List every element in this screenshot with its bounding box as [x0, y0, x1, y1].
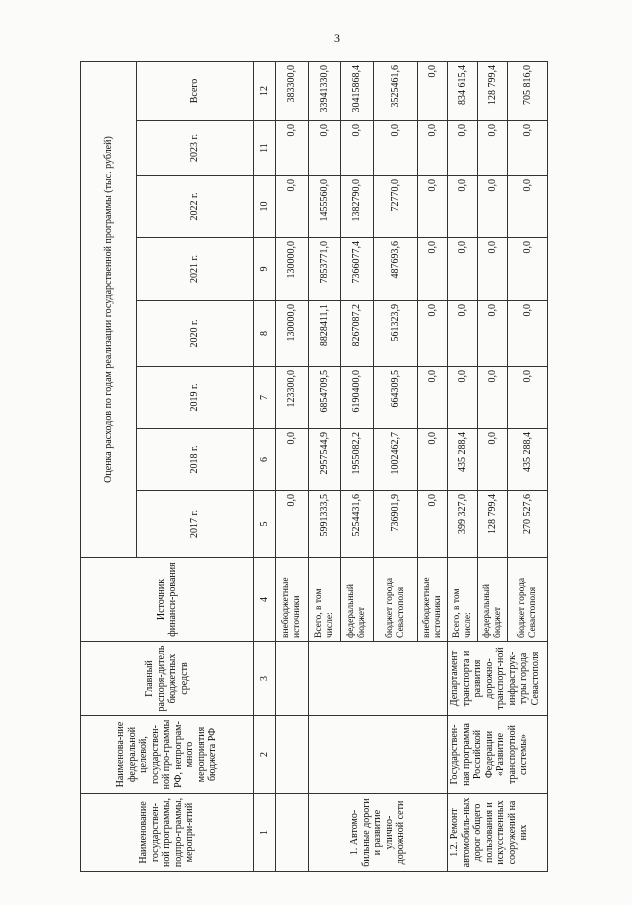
- value-cell: 2957544,9: [309, 429, 341, 491]
- value-cell: 0,0: [448, 121, 478, 176]
- value-cell: 1455560,0: [309, 176, 341, 238]
- value-cell: 30415868,4: [341, 62, 374, 121]
- value-cell: 130000,0: [276, 301, 309, 367]
- value-cell: 8828411,1: [309, 301, 341, 367]
- value-cell: 0,0: [478, 367, 508, 429]
- value-cell: 0,0: [448, 301, 478, 367]
- value-cell: 664309,5: [374, 367, 418, 429]
- value-cell: 72770,0: [374, 176, 418, 238]
- value-cell: 561323,9: [374, 301, 418, 367]
- value-cell: 0,0: [418, 491, 448, 558]
- column-number: 11: [254, 121, 276, 176]
- column-number: 4: [254, 558, 276, 642]
- value-cell: 435 288,4: [448, 429, 478, 491]
- value-cell: 705 816,0: [508, 62, 548, 121]
- header-year-2022: 2022 г.: [137, 176, 254, 238]
- funding-source-cell: бюджет города Севастополя: [508, 558, 548, 642]
- table-row-s2-total: [448, 62, 478, 872]
- value-cell: 128 799,4: [478, 491, 508, 558]
- header-year-2018: 2018 г.: [137, 429, 254, 491]
- column-number: 1: [254, 794, 276, 872]
- column-number: 8: [254, 301, 276, 367]
- value-cell: 0,0: [478, 238, 508, 301]
- value-cell: 435 288,4: [508, 429, 548, 491]
- value-cell: 0,0: [418, 121, 448, 176]
- header-expense-estimate: Оценка расходов по годам реализации государственной программы (тыс. рублей): [81, 62, 137, 558]
- empty-cell: [309, 642, 448, 716]
- header-program-name: Наименование государствен-ной программы, подпро-граммы, меропри-ятий: [81, 794, 254, 872]
- value-cell: 834 615,4: [448, 62, 478, 121]
- value-cell: 0,0: [341, 121, 374, 176]
- empty-cell: [276, 716, 309, 794]
- empty-cell: [276, 794, 309, 872]
- column-number: 5: [254, 491, 276, 558]
- value-cell: 1002462,7: [374, 429, 418, 491]
- value-cell: 6190400,0: [341, 367, 374, 429]
- header-year-2019: 2019 г.: [137, 367, 254, 429]
- value-cell: 0,0: [418, 301, 448, 367]
- page-number: 3: [334, 31, 340, 45]
- budget-table: [80, 61, 548, 872]
- funding-source-cell: федеральный бюджет: [341, 558, 374, 642]
- value-cell: 8267087,2: [341, 301, 374, 367]
- value-cell: 0,0: [508, 238, 548, 301]
- rotated-table-wrapper: [80, 62, 541, 872]
- funding-source-cell: Всего, в том числе:: [309, 558, 341, 642]
- value-cell: 0,0: [478, 301, 508, 367]
- value-cell: 0,0: [478, 429, 508, 491]
- column-number: 10: [254, 176, 276, 238]
- value-cell: 0,0: [418, 62, 448, 121]
- value-cell: 0,0: [276, 121, 309, 176]
- value-cell: 1382790,0: [341, 176, 374, 238]
- funding-source-cell: бюджет города Севастополя: [374, 558, 418, 642]
- funding-source-cell: внебюджетные источники: [276, 558, 309, 642]
- value-cell: 3525461,6: [374, 62, 418, 121]
- section2-name: 1.2. Ремонт автомобиль-ных дорог общего пользования и искусственных сооружений на них: [448, 794, 548, 872]
- header-budget-manager: Главный распоря-дитель бюджетных средств: [81, 642, 254, 716]
- value-cell: 33941330,0: [309, 62, 341, 121]
- value-cell: 0,0: [508, 301, 548, 367]
- value-cell: 0,0: [478, 121, 508, 176]
- header-year-2020: 2020 г.: [137, 301, 254, 367]
- funding-source-cell: федеральный бюджет: [478, 558, 508, 642]
- value-cell: 736901,9: [374, 491, 418, 558]
- value-cell: 1955082,2: [341, 429, 374, 491]
- header-federal-program: Наименова-ние федеральной целевой, государствен-ной про-граммы РФ, непрограм-много мероприятия бюджета РФ: [81, 716, 254, 794]
- table-row-offbudget-prev: [276, 62, 309, 872]
- value-cell: 7366077,4: [341, 238, 374, 301]
- value-cell: 383300,0: [276, 62, 309, 121]
- value-cell: 0,0: [508, 121, 548, 176]
- value-cell: 128 799,4: [478, 62, 508, 121]
- empty-cell: [309, 716, 448, 794]
- header-funding-source: Источник финанси-рования: [81, 558, 254, 642]
- value-cell: 0,0: [418, 176, 448, 238]
- value-cell: 5254431,6: [341, 491, 374, 558]
- value-cell: 0,0: [508, 367, 548, 429]
- column-number-row: [254, 62, 276, 872]
- value-cell: 399 327,0: [448, 491, 478, 558]
- value-cell: 6854709,5: [309, 367, 341, 429]
- header-year-2021: 2021 г.: [137, 238, 254, 301]
- empty-cell: [276, 642, 309, 716]
- column-number: 6: [254, 429, 276, 491]
- header-year-2023: 2023 г.: [137, 121, 254, 176]
- value-cell: 5991333,5: [309, 491, 341, 558]
- header-total: Всего: [137, 62, 254, 121]
- value-cell: 270 527,6: [508, 491, 548, 558]
- value-cell: 0,0: [418, 367, 448, 429]
- value-cell: 0,0: [508, 176, 548, 238]
- value-cell: 0,0: [418, 429, 448, 491]
- section2-program: Государствен-ная программа Российской Федерации «Развитие транспортной системы»: [448, 716, 548, 794]
- value-cell: 123300,0: [276, 367, 309, 429]
- column-number: 12: [254, 62, 276, 121]
- value-cell: 0,0: [448, 367, 478, 429]
- column-number: 7: [254, 367, 276, 429]
- funding-source-cell: внебюджетные источники: [418, 558, 448, 642]
- value-cell: 0,0: [448, 176, 478, 238]
- value-cell: 0,0: [418, 238, 448, 301]
- value-cell: 0,0: [276, 176, 309, 238]
- column-number: 3: [254, 642, 276, 716]
- column-number: 9: [254, 238, 276, 301]
- value-cell: 7853771,0: [309, 238, 341, 301]
- value-cell: 0,0: [276, 429, 309, 491]
- value-cell: 0,0: [448, 238, 478, 301]
- section2-budget-manager: Департамент транспорта и развития дорожно-транспорт-ной инфраструк-туры города Севастополя: [448, 642, 548, 716]
- value-cell: 130000,0: [276, 238, 309, 301]
- value-cell: 0,0: [309, 121, 341, 176]
- table-row-s1-total: [309, 62, 341, 872]
- value-cell: 0,0: [374, 121, 418, 176]
- section1-name: 1. Автомо-бильные дороги и развитие улично-дорожной сети: [309, 794, 448, 872]
- value-cell: 0,0: [478, 176, 508, 238]
- value-cell: 0,0: [276, 491, 309, 558]
- funding-source-cell: Всего, в том числе:: [448, 558, 478, 642]
- header-row-1: [81, 62, 137, 872]
- header-year-2017: 2017 г.: [137, 491, 254, 558]
- value-cell: 487693,6: [374, 238, 418, 301]
- column-number: 2: [254, 716, 276, 794]
